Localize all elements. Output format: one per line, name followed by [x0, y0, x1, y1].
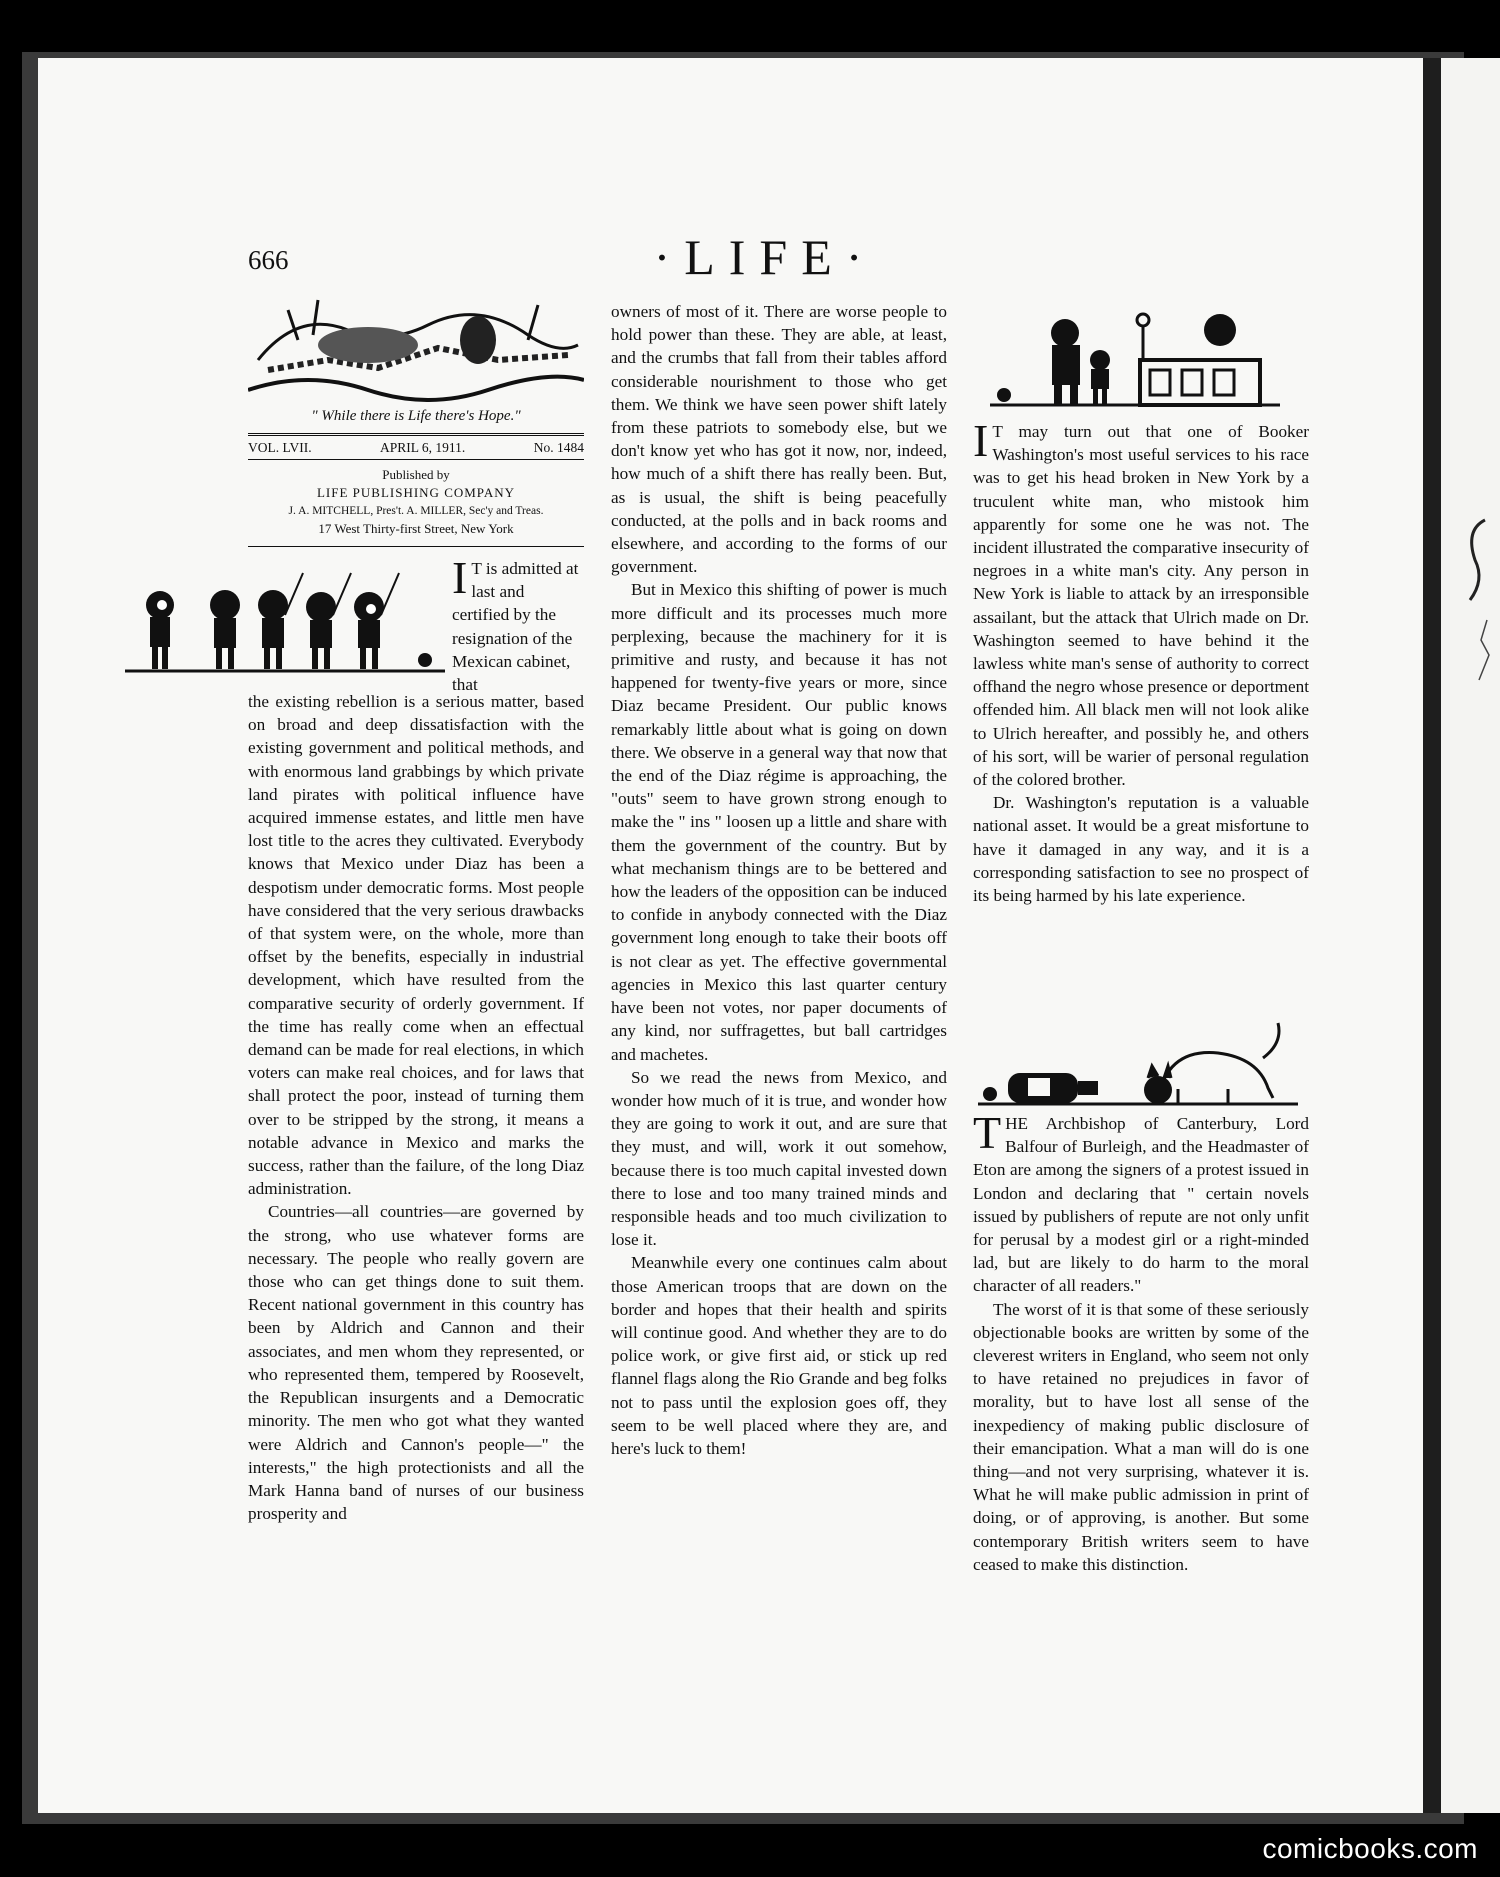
paragraph: Meanwhile every one continues calm about those American troops that are down on the border and hopes that their health and spirits will continue good. And whether they are to do police work, or give first aid, or stick up red flannel flags along the Rio Grande and beg folks not to pass until the explosion goes off, they seem to be well placed where they are, and here's luck to them!: [611, 1253, 947, 1458]
volume-line: [248, 433, 584, 460]
column1-lead-text: T is admitted at last and certified by the resignation of the Mexican cabinet, that: [452, 559, 579, 695]
paragraph-text: T may turn out that one of Booker Washington's most useful services to his race was to get his head broken in New York by a truculent white man, who mistook him apparently for some one he was not. The incident illustrated the comparative insecurity of negroes in a white man's city. Any person in New York is liable to attack by an irresponsible assailant, but the attack that Ulrich made on Dr. Washington seemed to have behind it the lawless white man's sense of authority to correct offhand the negro whose presence or deportment offended him. All black men will not look alike to Ulrich hereafter, and possibly he, and others of his sort, will be warier of personal regulation of the colored brother.: [973, 422, 1309, 790]
paragraph: The worst of it is that some of these seriously objectionable books are written by some of the cleverest writers in England, who seem not only to have retained no prejudices in favor of morality, but to have lost all sense of the inexpediency of making public disclosure of their emancipation. What a man will do is one thing—and not very surprising, whatever it is. What he will make public admission in print of doing, or of approving, is another. But some contemporary British writers seem to have ceased to make this distinction.: [973, 1299, 1309, 1574]
column1-lead: [452, 552, 584, 696]
issue-date: APRIL 6, 1911.: [380, 440, 466, 455]
publisher-name: LIFE PUBLISHING COMPANY: [316, 485, 516, 500]
column-1: [248, 690, 584, 1525]
marching-figures-illustration-icon: [125, 565, 445, 677]
paragraph: But in Mexico this shifting of power is much more difficult and its processes much more perplexing, because the machinery for it is primitive and rusty, and because it has not happened for twenty-five years or more, since Diaz became President. Our public knows remarkably little about what is going on down there. We observe in a general way that now that the end of the Diaz régime is approaching, the "outs" seem to have grown strong enough to make the " ins " loosen up a little and share with them the government of the country. But by what mechanism things are to be bettered and how the leaders of the opposition can be induced to confide in anybody connected with the Diaz government long enough to take their boots off is not clear as yet. The effective governmental agencies in Mexico this last quarter century have been not votes, nor paper documents of any kind, nor suffragettes, but ball cartridges and machetes.: [611, 580, 948, 1064]
publisher-officers: J. A. MITCHELL, Pres't. A. MILLER, Sec'y and Treas.: [288, 505, 544, 517]
paragraph: owners of most of it. There are worse people to hold power than these. They are able, at least, and the crumbs that fall from their tables afford considerable nourishment to those who get them. We think we have seen power shift lately from these patriots to somebody else, but we don't know yet who has got it now, nor, indeed, how much of a shift there has really been. But, as is usual, the shift is being peacefully conducted, at the polls and in back rooms and elsewhere, and according to the forms of our government.: [611, 302, 947, 577]
dropcap: I: [973, 415, 989, 466]
header-cut-illustration-icon: [248, 290, 584, 402]
facing-page-marks-icon: [1455, 500, 1495, 800]
publisher-address: 17 West Thirty-first Street, New York: [318, 521, 514, 536]
desk-scene-illustration-icon: [990, 305, 1290, 410]
paragraph: Dr. Washington's reputation is a valuable national asset. It would be a great misfortune to have it damaged in any way, and it is a corresponding satisfaction to see no prospect of its being harmed by his late experience.: [973, 793, 1309, 906]
cat-bottle-illustration-icon: [978, 1018, 1308, 1108]
dropcap: T: [973, 1107, 1002, 1158]
issue-number: No. 1484: [533, 440, 584, 455]
column-3-item-2: [973, 1107, 1309, 1576]
column-3: [973, 415, 1309, 907]
watermark: comicbooks.com: [1262, 1833, 1478, 1864]
paragraph: the existing rebellion is a serious matter, based on broad and deep dissatisfaction with the existing government and political methods, and with enormous land grabbings by which private land pirates with political influence have acquired immense estates, and little men have lost title to the acres they cultivated. Everybody knows that Mexico under Diaz has been a despotism under democratic forms. Most people have considered that the very serious drawbacks of that system were, on the whole, more than offset by the benefits, especially in industrial development, which have resulted from the comparative security of orderly government. If the time has really come when an effectual demand can be made for real elections, in which voters can make real choices, and for laws that shall protect the poor, instead of turning them over to be stripped by the strong, it means a notable advance in Mexico and marks the success, rather than the failure, of the long Diaz administration.: [248, 692, 584, 1199]
page-edge: [1423, 58, 1441, 1813]
paragraph: Countries—all countries—are governed by the strong, who use whatever forms are necessary. The people who really govern are those who can get things done to suit them. Recent national government in this country has been by Aldrich and Cannon and their associates, and men whom they represented, or who represented them, tempered by Roosevelt, the Republican insurgents and a Democratic minority. The men who got what they wanted were Aldrich and Cannon's people—" the interests," the high protectionists and all the Mark Hanna band of nurses of our business prosperity and: [248, 1202, 584, 1524]
facing-page: [1441, 58, 1500, 1813]
publisher-block: [248, 466, 584, 538]
masthead-motto: " While there is Life there's Hope.": [311, 408, 521, 424]
published-by-label: Published by: [382, 467, 450, 482]
paragraph: [973, 415, 1309, 791]
paragraph: So we read the news from Mexico, and wonder how much of it is true, and wonder how they are going to work it out, and are sure that they must, and will, work it out somehow, because there is too much capital invested down there to lose and too many trained minds and responsible heads and too much civilization to lose it.: [611, 1067, 947, 1250]
dropcap: I: [452, 552, 468, 603]
column-2: [611, 300, 947, 1460]
paragraph-text: HE Archbishop of Canterbury, Lord Balfour of Burleigh, and the Headmaster of Eton are among the signers of a protest issued in London and declaring that " certain novels issued by publishers of repute are not only unfit for perusal by a modest girl or a right-minded lad, but are likely to do harm to the moral character of all readers.": [973, 1114, 1309, 1296]
volume-number: VOL. LVII.: [248, 440, 312, 455]
paragraph: [973, 1107, 1309, 1298]
masthead-block: [248, 290, 584, 547]
page-number: 666: [248, 245, 289, 275]
magazine-title: ·LIFE·: [653, 229, 877, 285]
masthead-rule: [248, 546, 584, 547]
